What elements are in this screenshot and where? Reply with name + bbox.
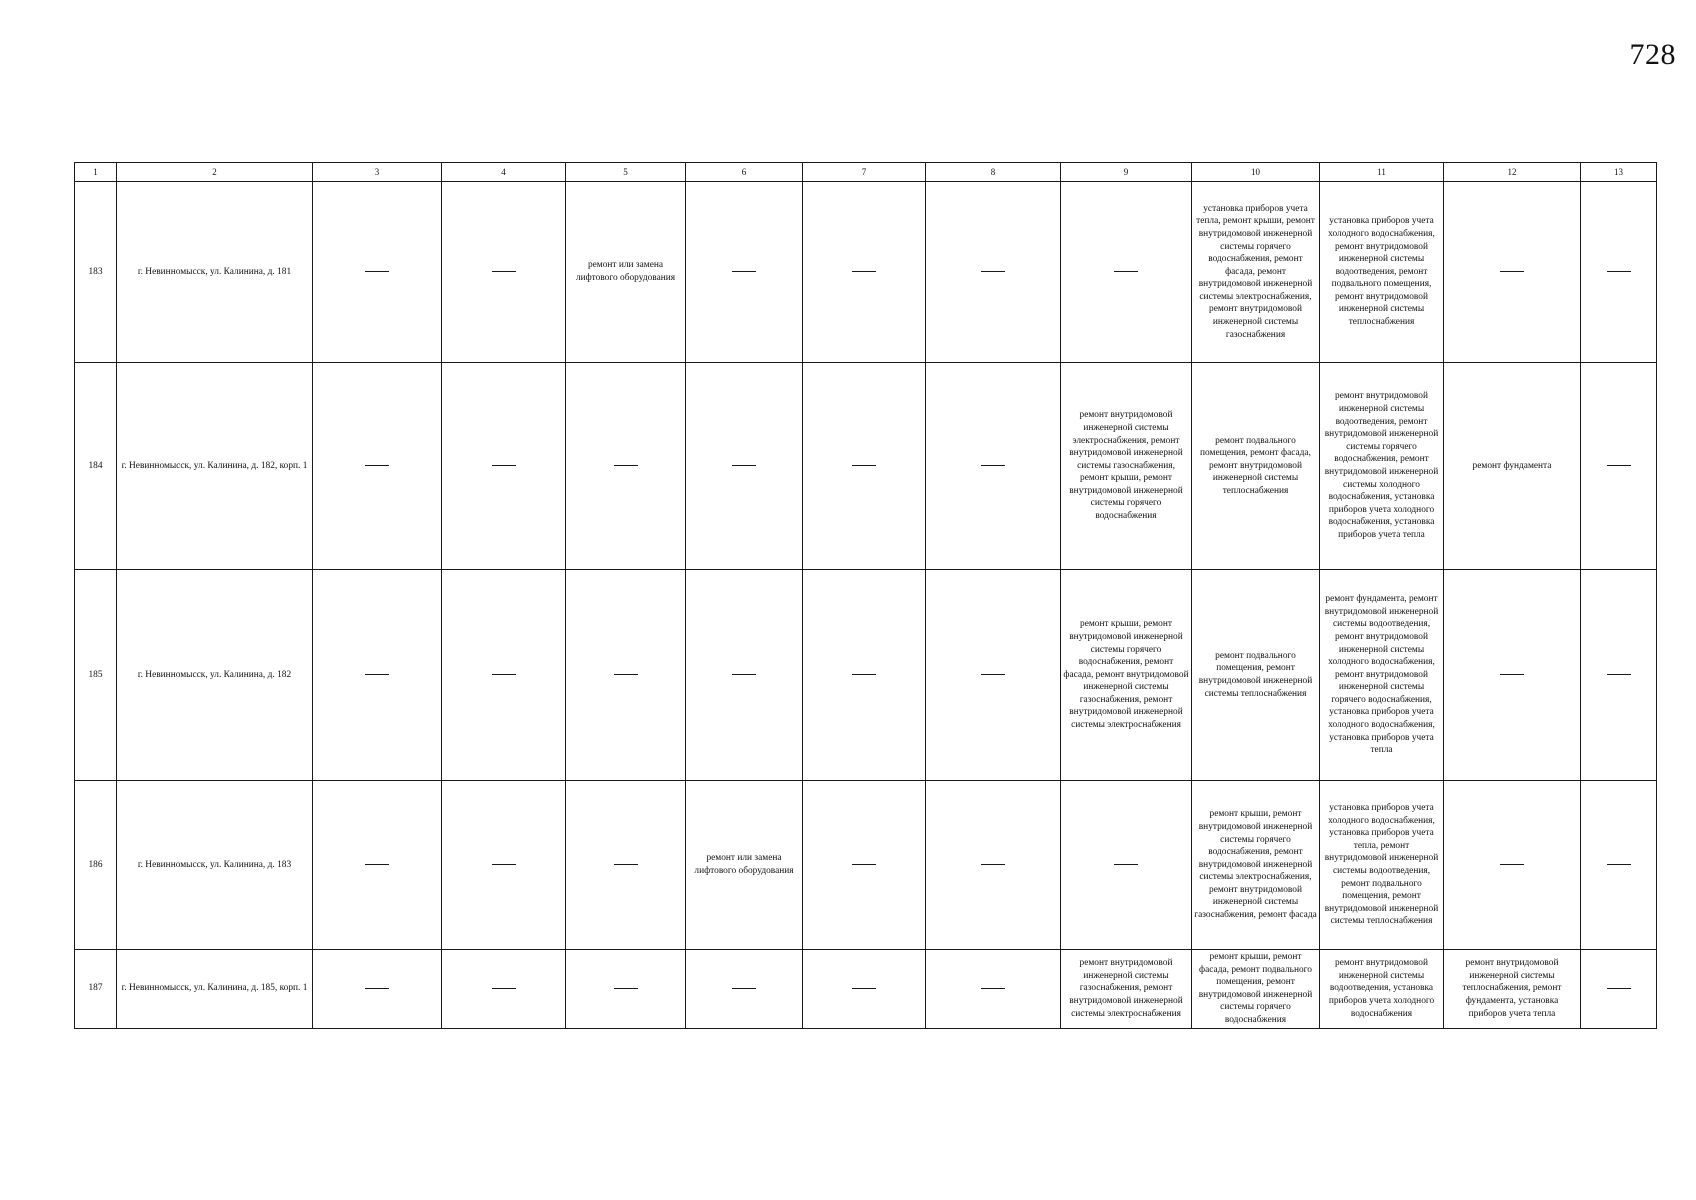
empty-dash [1500,864,1524,866]
table-body [75,182,1657,1029]
work-cell [926,182,1061,363]
column-number: 13 [1581,163,1657,182]
repair-schedule-table [74,162,1657,1029]
address-cell: г. Невинномысск, ул. Калинина, д. 181 [117,182,313,363]
column-number: 10 [1192,163,1320,182]
work-cell [442,363,566,570]
work-cell: установка приборов учета холодного водоснабжения, ремонт внутридомовой инженерной системы водоотведения, ремонт подвального помещения, ремонт внутридомовой инженерной системы теплоснабжения [1320,182,1444,363]
work-cell [1581,363,1657,570]
work-cell [1581,950,1657,1029]
empty-dash [365,465,389,467]
work-cell [442,950,566,1029]
work-cell: ремонт крыши, ремонт внутридомовой инженерной системы горячего водоснабжения, ремонт фасада, ремонт внутридомовой инженерной системы газоснабжения, ремонт внутридомовой инженерной системы электроснабжения [1061,570,1192,781]
empty-dash [852,864,876,866]
work-cell [686,363,803,570]
work-cell [1581,182,1657,363]
row-number: 186 [75,781,117,950]
empty-dash [981,674,1005,676]
work-cell [1581,781,1657,950]
empty-dash [492,465,516,467]
work-cell: ремонт или замена лифтового оборудования [566,182,686,363]
empty-dash [492,271,516,273]
work-cell [566,781,686,950]
table-row [75,363,1657,570]
empty-dash [852,271,876,273]
work-cell: ремонт крыши, ремонт внутридомовой инженерной системы горячего водоснабжения, ремонт внутридомовой инженерной системы электроснабжения, ремонт внутридомовой инженерной системы газоснабжения, ремонт фасада [1192,781,1320,950]
column-number: 12 [1444,163,1581,182]
empty-dash [492,864,516,866]
empty-dash [1607,271,1631,273]
work-cell: установка приборов учета холодного водоснабжения, установка приборов учета тепла, ремонт внутридомовой инженерной системы водоотведения, ремонт подвального помещения, ремонт внутридомовой инженерной системы теплоснабжения [1320,781,1444,950]
empty-dash [614,988,638,990]
address-cell: г. Невинномысск, ул. Калинина, д. 185, корп. 1 [117,950,313,1029]
work-cell [926,363,1061,570]
empty-dash [492,674,516,676]
empty-dash [365,988,389,990]
empty-dash [732,465,756,467]
row-number: 184 [75,363,117,570]
work-cell [1444,570,1581,781]
column-number: 6 [686,163,803,182]
empty-dash [981,864,1005,866]
row-number: 183 [75,182,117,363]
work-cell [926,570,1061,781]
work-cell: ремонт фундамента, ремонт внутридомовой инженерной системы водоотведения, ремонт внутридомовой инженерной системы холодного водоснабжения, ремонт внутридомовой инженерной системы горячего водоснабжения, установка приборов учета холодного водоснабжения, установка приборов учета тепла [1320,570,1444,781]
table-row [75,570,1657,781]
empty-dash [365,864,389,866]
work-cell [803,950,926,1029]
empty-dash [1607,465,1631,467]
empty-dash [981,988,1005,990]
empty-dash [981,271,1005,273]
work-cell: ремонт внутридомовой инженерной системы газоснабжения, ремонт внутридомовой инженерной системы электроснабжения [1061,950,1192,1029]
table-row [75,182,1657,363]
empty-dash [1500,674,1524,676]
work-cell: ремонт внутридомовой инженерной системы водоотведения, ремонт внутридомовой инженерной системы горячего водоснабжения, ремонт внутридомовой инженерной системы холодного водоснабжения, установка приборов учета холодного водоснабжения, установка приборов учета тепла [1320,363,1444,570]
empty-dash [614,864,638,866]
work-cell: ремонт внутридомовой инженерной системы водоотведения, установка приборов учета холодного водоснабжения [1320,950,1444,1029]
address-cell: г. Невинномысск, ул. Калинина, д. 182, корп. 1 [117,363,313,570]
work-cell: ремонт фундамента [1444,363,1581,570]
work-cell [1581,570,1657,781]
column-number: 2 [117,163,313,182]
work-cell [686,570,803,781]
empty-dash [1114,864,1138,866]
work-cell [566,363,686,570]
empty-dash [365,674,389,676]
work-cell [442,182,566,363]
work-cell [686,950,803,1029]
column-number: 8 [926,163,1061,182]
work-cell [926,950,1061,1029]
table-row [75,950,1657,1029]
column-number: 3 [313,163,442,182]
work-cell [1444,781,1581,950]
empty-dash [614,465,638,467]
column-number: 11 [1320,163,1444,182]
empty-dash [1607,674,1631,676]
work-cell [803,363,926,570]
table-row [75,781,1657,950]
work-cell [1061,182,1192,363]
work-cell: установка приборов учета тепла, ремонт крыши, ремонт внутридомовой инженерной системы горячего водоснабжения, ремонт фасада, ремонт внутридомовой инженерной системы электроснабжения, ремонт внутридомовой инженерной системы газоснабжения [1192,182,1320,363]
empty-dash [732,988,756,990]
work-cell [442,570,566,781]
work-cell [803,182,926,363]
address-cell: г. Невинномысск, ул. Калинина, д. 183 [117,781,313,950]
empty-dash [1607,988,1631,990]
empty-dash [732,271,756,273]
work-cell: ремонт крыши, ремонт фасада, ремонт подвального помещения, ремонт внутридомовой инженерной системы горячего водоснабжения [1192,950,1320,1029]
work-cell: ремонт или замена лифтового оборудования [686,781,803,950]
empty-dash [852,988,876,990]
work-cell: ремонт внутридомовой инженерной системы теплоснабжения, ремонт фундамента, установка приборов учета тепла [1444,950,1581,1029]
work-cell [313,363,442,570]
work-cell [313,781,442,950]
empty-dash [732,674,756,676]
column-number: 5 [566,163,686,182]
empty-dash [1607,864,1631,866]
address-cell: г. Невинномысск, ул. Калинина, д. 182 [117,570,313,781]
work-cell [1061,781,1192,950]
row-number: 185 [75,570,117,781]
work-cell [313,570,442,781]
column-number: 7 [803,163,926,182]
work-cell: ремонт внутридомовой инженерной системы электроснабжения, ремонт внутридомовой инженерной системы газоснабжения, ремонт крыши, ремонт внутридомовой инженерной системы горячего водоснабжения [1061,363,1192,570]
row-number: 187 [75,950,117,1029]
empty-dash [365,271,389,273]
work-cell [313,950,442,1029]
work-cell [313,182,442,363]
empty-dash [1114,271,1138,273]
work-cell [926,781,1061,950]
empty-dash [1500,271,1524,273]
work-cell [803,570,926,781]
empty-dash [614,674,638,676]
page-number: 728 [1629,38,1676,71]
work-cell [442,781,566,950]
column-number: 9 [1061,163,1192,182]
column-number-row [75,163,1657,182]
work-cell: ремонт подвального помещения, ремонт внутридомовой инженерной системы теплоснабжения [1192,570,1320,781]
work-cell [686,182,803,363]
work-cell [803,781,926,950]
work-cell [566,570,686,781]
column-number: 1 [75,163,117,182]
empty-dash [492,988,516,990]
empty-dash [852,465,876,467]
column-number: 4 [442,163,566,182]
empty-dash [852,674,876,676]
work-cell [1444,182,1581,363]
work-cell [566,950,686,1029]
work-cell: ремонт подвального помещения, ремонт фасада, ремонт внутридомовой инженерной системы теплоснабжения [1192,363,1320,570]
empty-dash [981,465,1005,467]
